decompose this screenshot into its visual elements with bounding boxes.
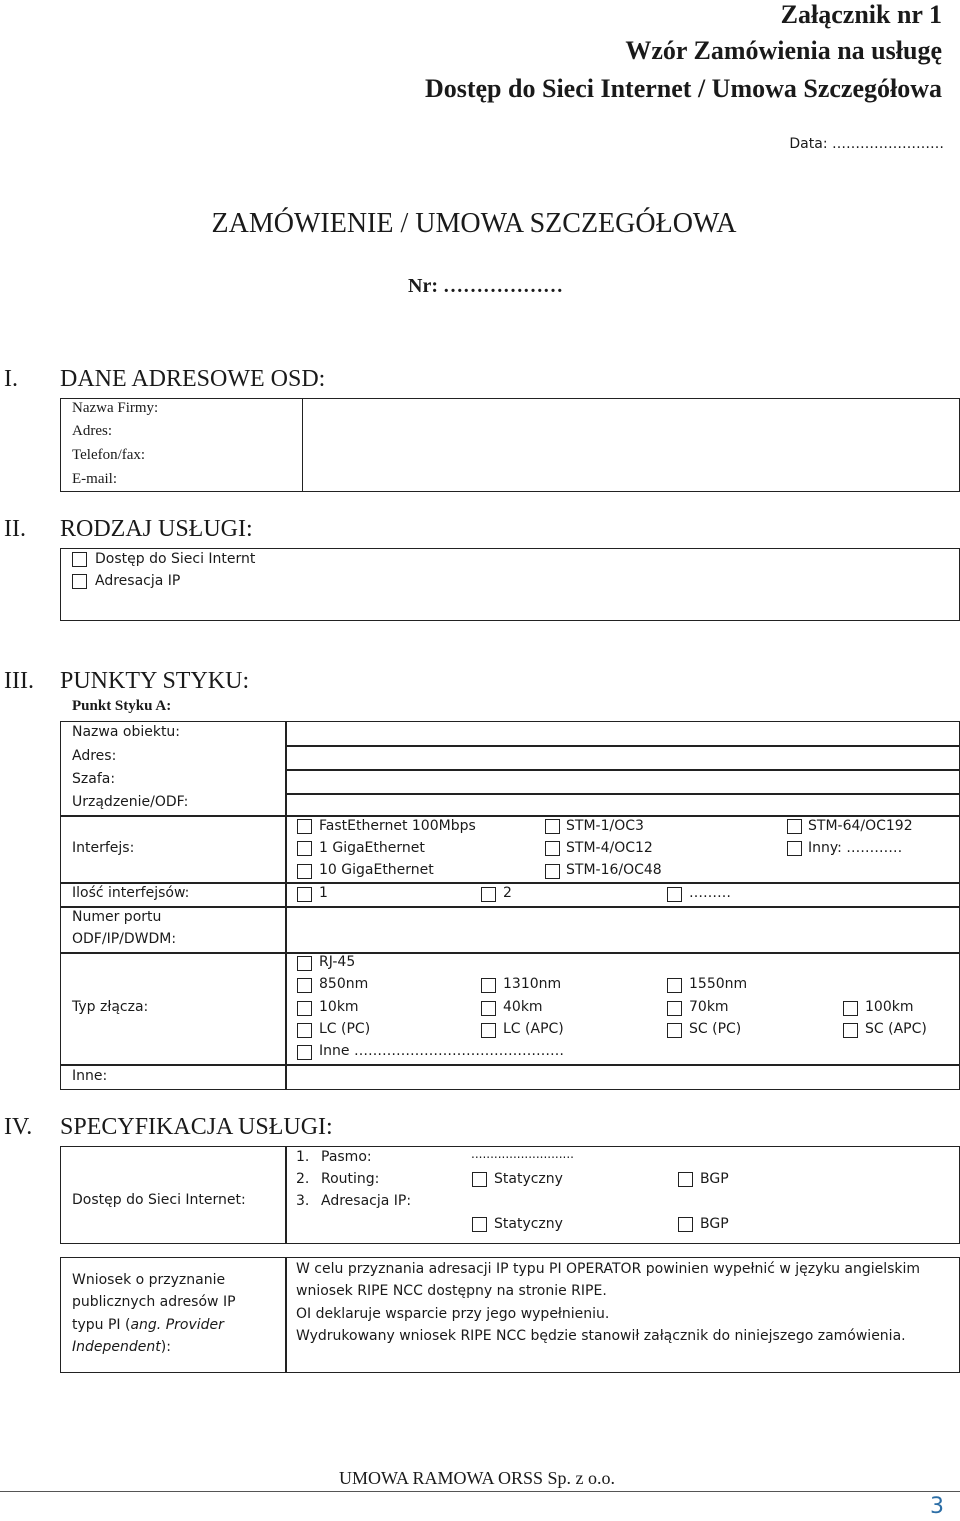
- pi-request-text-1: W celu przyznania adresacji IP typu PI OPERATOR powinien wypełnić w języku angielskim: [296, 1261, 921, 1277]
- 10km-checkbox[interactable]: [297, 1001, 312, 1016]
- stm1-checkbox[interactable]: [545, 819, 560, 834]
- count-2-label: 2: [503, 885, 512, 901]
- bandwidth-label: Pasmo:: [321, 1149, 372, 1165]
- gigaethernet-checkbox[interactable]: [297, 841, 312, 856]
- device-odf-label: Urządzenie/ODF:: [72, 794, 189, 810]
- ip-static-checkbox[interactable]: [472, 1217, 487, 1232]
- row-divider: [285, 745, 960, 747]
- sc-pc-checkbox[interactable]: [667, 1023, 682, 1038]
- section-1-number: I.: [4, 366, 18, 392]
- column-divider: [285, 1146, 287, 1244]
- 1550nm-label: 1550nm: [689, 976, 748, 992]
- other-label: Inne:: [72, 1068, 108, 1084]
- stm4-checkbox[interactable]: [545, 841, 560, 856]
- 70km-checkbox[interactable]: [667, 1001, 682, 1016]
- item-2-number: 2.: [296, 1171, 310, 1187]
- connector-type-label: Typ złącza:: [72, 999, 149, 1015]
- address-label: Adres:: [72, 423, 112, 439]
- section-4-number: IV.: [4, 1114, 33, 1140]
- pi-request-label-2: publicznych adresów IP: [72, 1294, 236, 1310]
- bandwidth-value[interactable]: ...........................: [471, 1147, 574, 1161]
- stm16-checkbox[interactable]: [545, 864, 560, 879]
- 850nm-label: 850nm: [319, 976, 369, 992]
- stm64-checkbox[interactable]: [787, 819, 802, 834]
- phone-fax-label: Telefon/fax:: [72, 447, 146, 463]
- section-2-title: RODZAJ USŁUGI:: [60, 516, 253, 542]
- item-3-number: 3.: [296, 1193, 310, 1209]
- email-label: E-mail:: [72, 471, 117, 487]
- lc-pc-label: LC (PC): [319, 1021, 371, 1037]
- stm4-label: STM-4/OC12: [566, 840, 653, 856]
- company-name-label: Nazwa Firmy:: [72, 400, 159, 416]
- section-1-title: DANE ADRESOWE OSD:: [60, 366, 326, 392]
- section-2-number: II.: [4, 516, 26, 542]
- page-number: 3: [930, 1494, 944, 1519]
- pi-request-text-4: Wydrukowany wniosek RIPE NCC będzie stanowił załącznik do niniejszego zamówienia.: [296, 1328, 906, 1344]
- service-title: Dostęp do Sieci Internet / Umowa Szczegółowa: [424, 74, 942, 103]
- row-divider: [60, 882, 960, 884]
- count-1-label: 1: [319, 885, 328, 901]
- stm1-label: STM-1/OC3: [566, 818, 644, 834]
- 100km-checkbox[interactable]: [843, 1001, 858, 1016]
- footer-company: UMOWA RAMOWA ORSS Sp. z o.o.: [339, 1468, 616, 1488]
- date-field[interactable]: Data: ……………………: [789, 136, 944, 152]
- row-divider: [285, 769, 960, 771]
- 10km-label: 10km: [319, 999, 359, 1015]
- 10g-ethernet-checkbox[interactable]: [297, 864, 312, 879]
- count-other-checkbox[interactable]: [667, 887, 682, 902]
- routing-label: Routing:: [321, 1171, 380, 1187]
- ip-addressing-checkbox[interactable]: [72, 574, 87, 589]
- point-a-subtitle: Punkt Styku A:: [72, 698, 172, 714]
- routing-static-checkbox[interactable]: [472, 1172, 487, 1187]
- ip-bgp-label: BGP: [700, 1216, 729, 1232]
- object-name-label: Nazwa obiektu:: [72, 724, 181, 740]
- lc-pc-checkbox[interactable]: [297, 1023, 312, 1038]
- 1550nm-checkbox[interactable]: [667, 978, 682, 993]
- count-1-checkbox[interactable]: [297, 887, 312, 902]
- document-title: ZAMÓWIENIE / UMOWA SZCZEGÓŁOWA: [211, 208, 737, 239]
- other-connector-checkbox[interactable]: [297, 1045, 312, 1060]
- 10g-ethernet-label: 10 GigaEthernet: [319, 862, 434, 878]
- gigaethernet-label: 1 GigaEthernet: [319, 840, 425, 856]
- row-divider: [60, 815, 960, 817]
- port-number-label: Numer portu: [72, 909, 162, 925]
- column-divider: [285, 1257, 287, 1373]
- 40km-checkbox[interactable]: [481, 1001, 496, 1016]
- section-3-title: PUNKTY STYKU:: [60, 668, 250, 694]
- row-divider: [60, 906, 960, 908]
- sc-apc-checkbox[interactable]: [843, 1023, 858, 1038]
- row-divider: [60, 1064, 960, 1066]
- attachment-title: Załącznik nr 1: [780, 0, 942, 29]
- internet-access-checkbox[interactable]: [72, 552, 87, 567]
- other-connector-label: Inne ………………………………………: [319, 1043, 564, 1059]
- interface-count-label: Ilość interfejsów:: [72, 885, 190, 901]
- stm16-label: STM-16/OC48: [566, 862, 662, 878]
- lc-apc-checkbox[interactable]: [481, 1023, 496, 1038]
- internet-service-label: Dostęp do Sieci Internet:: [72, 1192, 246, 1208]
- count-2-checkbox[interactable]: [481, 887, 496, 902]
- lc-apc-label: LC (APC): [503, 1021, 564, 1037]
- ip-static-label: Statyczny: [494, 1216, 563, 1232]
- item-1-number: 1.: [296, 1149, 310, 1165]
- interface-label: Interfejs:: [72, 840, 135, 856]
- 70km-label: 70km: [689, 999, 729, 1015]
- template-title: Wzór Zamówienia na usługę: [625, 36, 942, 65]
- 850nm-checkbox[interactable]: [297, 978, 312, 993]
- ip-addressing-spec-label: Adresacja IP:: [321, 1193, 412, 1209]
- osd-values-cell[interactable]: [302, 398, 960, 492]
- 100km-label: 100km: [865, 999, 914, 1015]
- fastethernet-checkbox[interactable]: [297, 819, 312, 834]
- object-address-label: Adres:: [72, 748, 117, 764]
- pi-request-text-3: OI deklaruje wsparcie przy jego wypełnieniu.: [296, 1306, 610, 1322]
- row-divider: [285, 793, 960, 795]
- sc-apc-label: SC (APC): [865, 1021, 927, 1037]
- routing-bgp-label: BGP: [700, 1171, 729, 1187]
- 40km-label: 40km: [503, 999, 543, 1015]
- routing-bgp-checkbox[interactable]: [678, 1172, 693, 1187]
- other-interface-label: Inny: …………: [808, 840, 903, 856]
- stm64-label: STM-64/OC192: [808, 818, 913, 834]
- fastethernet-label: FastEthernet 100Mbps: [319, 818, 476, 834]
- pi-request-label-1: Wniosek o przyznanie: [72, 1272, 226, 1288]
- section-4-title: SPECYFIKACJA USŁUGI:: [60, 1114, 333, 1140]
- 1310nm-checkbox[interactable]: [481, 978, 496, 993]
- order-number[interactable]: Nr: ………………: [408, 275, 563, 297]
- rj45-label: RJ-45: [319, 954, 356, 970]
- other-interface-checkbox[interactable]: [787, 841, 802, 856]
- sc-pc-label: SC (PC): [689, 1021, 742, 1037]
- 1310nm-label: 1310nm: [503, 976, 562, 992]
- pi-request-text-2: wniosek RIPE NCC dostępny na stronie RIPE.: [296, 1283, 607, 1299]
- ip-bgp-checkbox[interactable]: [678, 1217, 693, 1232]
- ip-addressing-label: Adresacja IP: [95, 573, 181, 589]
- port-number-label-2: ODF/IP/DWDM:: [72, 931, 177, 947]
- rj45-checkbox[interactable]: [297, 956, 312, 971]
- internet-access-label: Dostęp do Sieci Internt: [95, 551, 256, 567]
- routing-static-label: Statyczny: [494, 1171, 563, 1187]
- rack-label: Szafa:: [72, 771, 116, 787]
- pi-request-label-4: Independent):: [72, 1339, 171, 1355]
- footer-divider: [0, 1491, 960, 1492]
- pi-request-label-3: typu PI (ang. Provider: [72, 1317, 224, 1333]
- row-divider: [60, 952, 960, 954]
- count-other-label: ………: [689, 885, 731, 901]
- section-3-number: III.: [4, 668, 34, 694]
